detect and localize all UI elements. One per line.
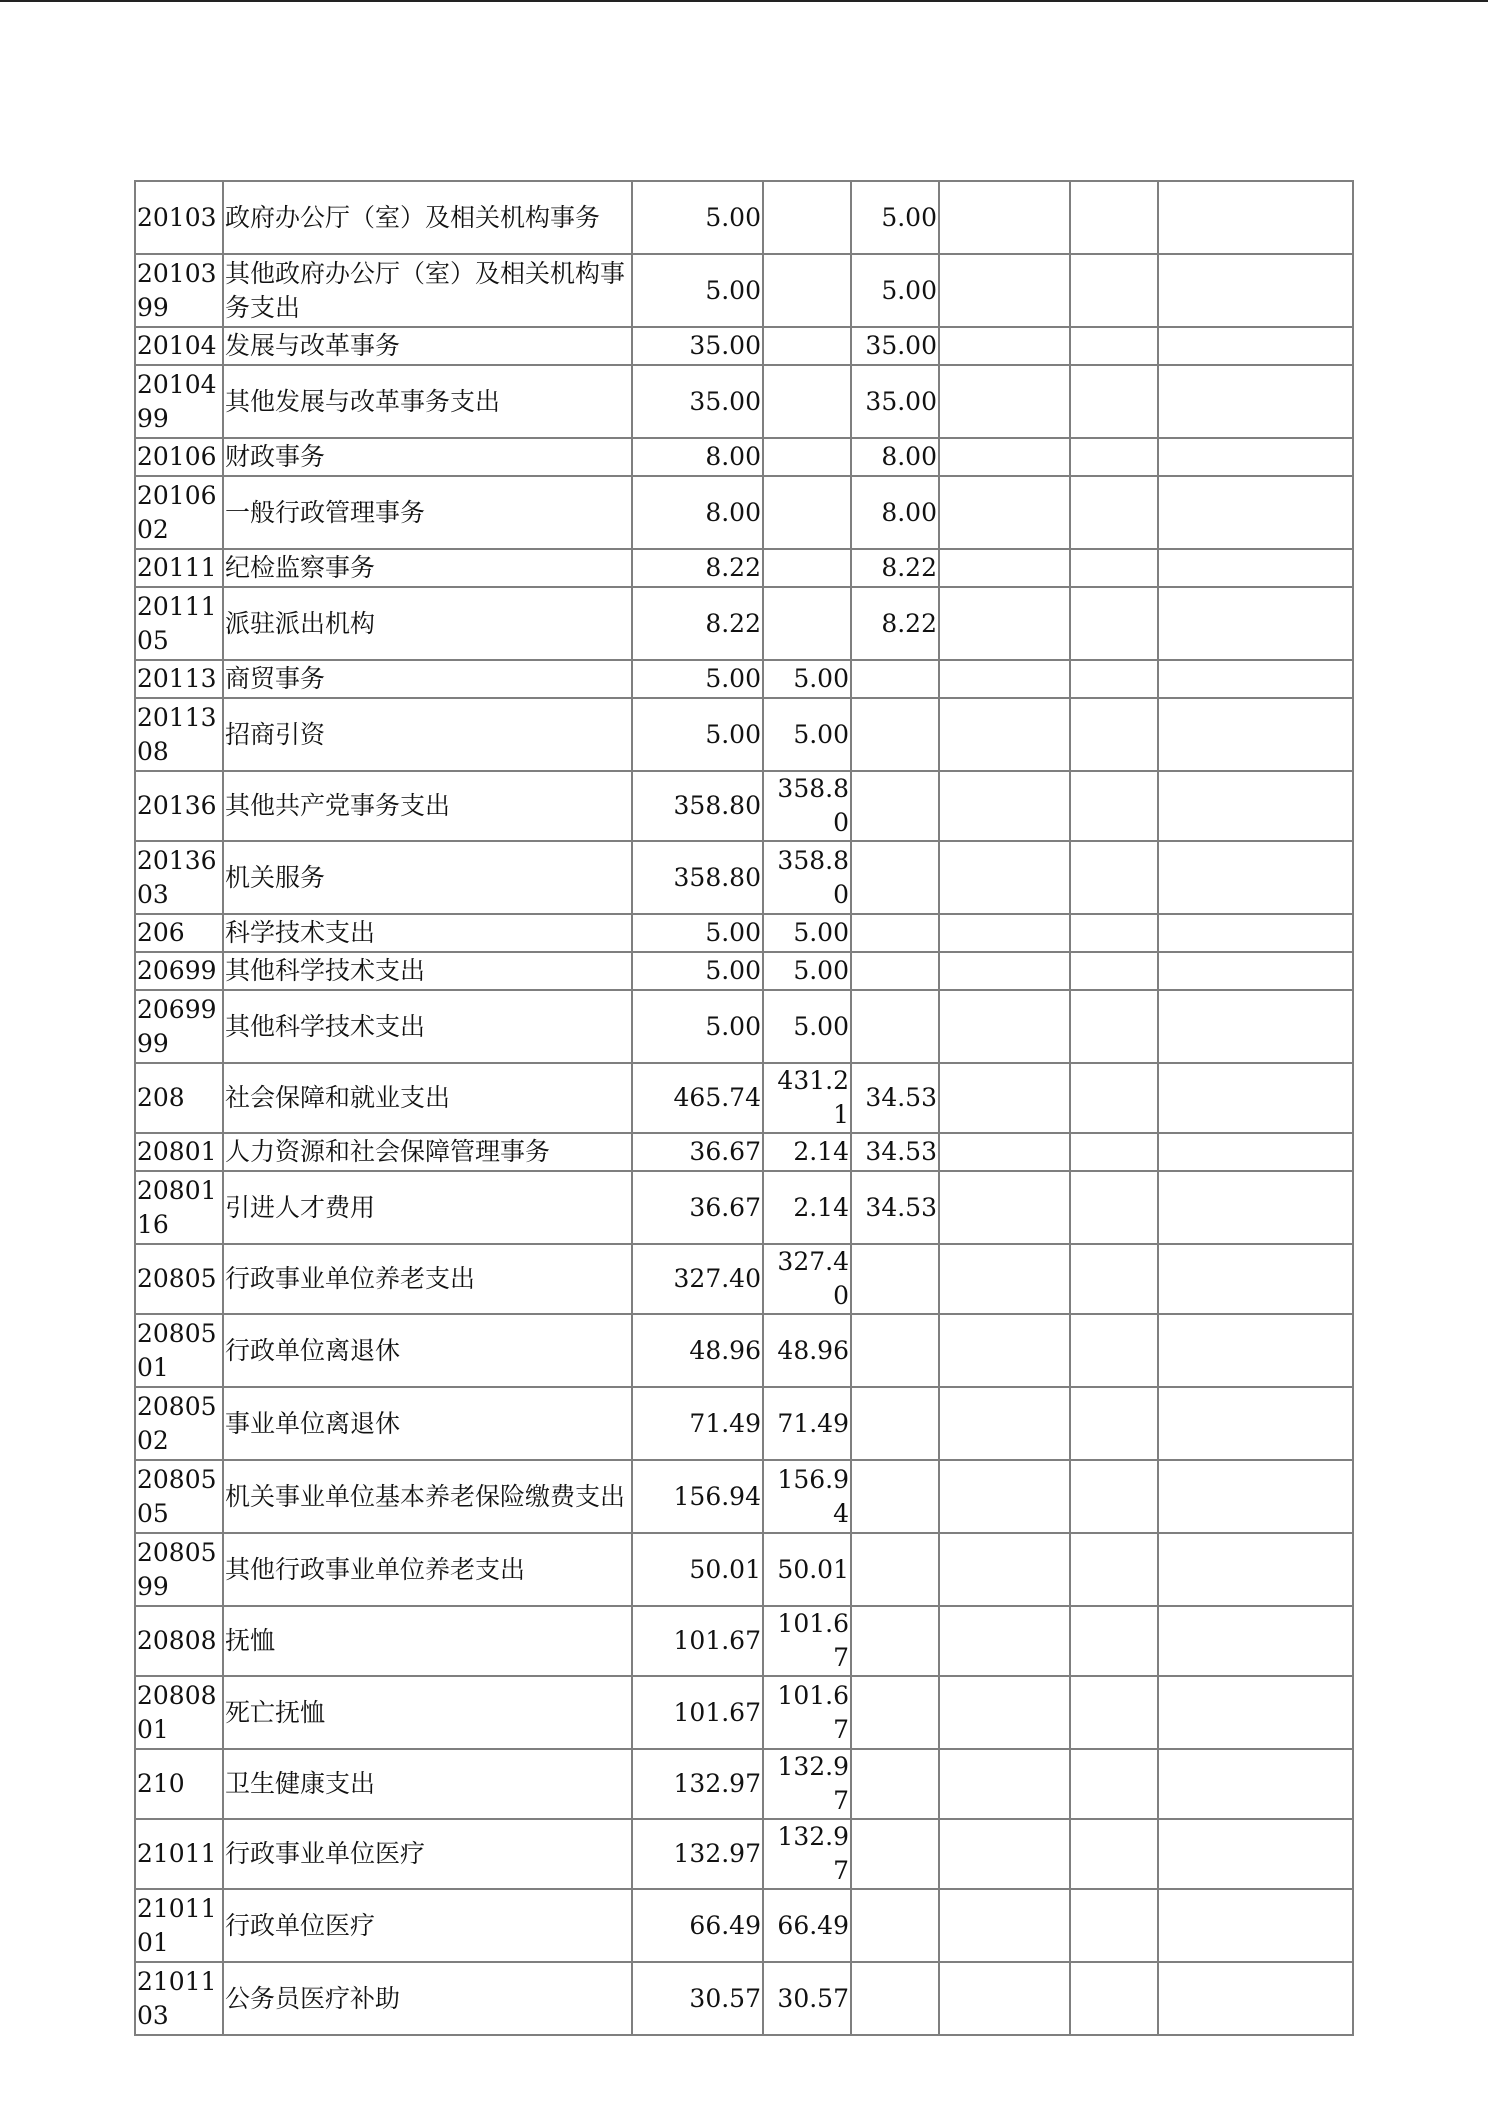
cell-col-6 — [939, 327, 1070, 365]
cell-item-name: 其他发展与改革事务支出 — [223, 365, 632, 438]
table-row — [135, 1889, 1353, 1962]
cell-basic-expenditure: 358.80 — [763, 771, 851, 841]
cell-col-6 — [939, 587, 1070, 660]
cell-col-6 — [939, 914, 1070, 952]
cell-item-name: 公务员医疗补助 — [223, 1962, 632, 2035]
table-row — [135, 1063, 1353, 1133]
cell-basic-expenditure: 66.49 — [763, 1889, 851, 1962]
cell-col-7 — [1070, 549, 1158, 587]
table-row — [135, 365, 1353, 438]
cell-item-name: 引进人才费用 — [223, 1171, 632, 1244]
cell-item-name: 纪检监察事务 — [223, 549, 632, 587]
cell-code: 2011308 — [135, 698, 223, 771]
cell-item-name: 其他科学技术支出 — [223, 990, 632, 1063]
cell-col-6 — [939, 1606, 1070, 1676]
cell-col-7 — [1070, 1533, 1158, 1606]
cell-project-expenditure — [851, 1749, 939, 1819]
cell-col-6 — [939, 990, 1070, 1063]
cell-project-expenditure — [851, 1962, 939, 2035]
cell-col-8 — [1158, 1387, 1353, 1460]
cell-project-expenditure — [851, 952, 939, 990]
cell-code: 2011105 — [135, 587, 223, 660]
cell-col-6 — [939, 1387, 1070, 1460]
cell-item-name: 死亡抚恤 — [223, 1676, 632, 1749]
cell-basic-expenditure — [763, 327, 851, 365]
cell-col-8 — [1158, 1063, 1353, 1133]
cell-item-name: 卫生健康支出 — [223, 1749, 632, 1819]
cell-total: 48.96 — [632, 1314, 763, 1387]
cell-basic-expenditure: 5.00 — [763, 660, 851, 698]
cell-project-expenditure — [851, 1460, 939, 1533]
cell-col-7 — [1070, 698, 1158, 771]
cell-code: 20805 — [135, 1244, 223, 1314]
cell-code: 2101101 — [135, 1889, 223, 1962]
cell-col-6 — [939, 771, 1070, 841]
cell-col-8 — [1158, 1460, 1353, 1533]
cell-col-6 — [939, 438, 1070, 476]
cell-total: 327.40 — [632, 1244, 763, 1314]
cell-project-expenditure: 5.00 — [851, 181, 939, 254]
cell-item-name: 事业单位离退休 — [223, 1387, 632, 1460]
cell-col-6 — [939, 1962, 1070, 2035]
cell-project-expenditure — [851, 1889, 939, 1962]
cell-col-8 — [1158, 914, 1353, 952]
cell-col-7 — [1070, 1889, 1158, 1962]
table-row — [135, 1749, 1353, 1819]
cell-col-7 — [1070, 1676, 1158, 1749]
cell-col-7 — [1070, 254, 1158, 327]
cell-code: 210 — [135, 1749, 223, 1819]
cell-col-6 — [939, 1460, 1070, 1533]
table-row — [135, 1606, 1353, 1676]
cell-total: 5.00 — [632, 660, 763, 698]
table-row — [135, 771, 1353, 841]
table-row — [135, 1314, 1353, 1387]
cell-col-8 — [1158, 952, 1353, 990]
cell-total: 5.00 — [632, 990, 763, 1063]
cell-col-7 — [1070, 771, 1158, 841]
cell-col-8 — [1158, 181, 1353, 254]
cell-basic-expenditure: 5.00 — [763, 698, 851, 771]
cell-project-expenditure: 8.22 — [851, 549, 939, 587]
cell-basic-expenditure — [763, 549, 851, 587]
cell-col-8 — [1158, 1889, 1353, 1962]
cell-item-name: 社会保障和就业支出 — [223, 1063, 632, 1133]
cell-col-6 — [939, 1533, 1070, 1606]
cell-code: 20113 — [135, 660, 223, 698]
cell-total: 30.57 — [632, 1962, 763, 2035]
cell-col-8 — [1158, 841, 1353, 914]
cell-basic-expenditure: 431.21 — [763, 1063, 851, 1133]
cell-item-name: 其他共产党事务支出 — [223, 771, 632, 841]
cell-col-7 — [1070, 841, 1158, 914]
page-top-border — [0, 0, 1488, 2]
cell-col-7 — [1070, 1460, 1158, 1533]
cell-basic-expenditure: 358.80 — [763, 841, 851, 914]
cell-code: 2010499 — [135, 365, 223, 438]
cell-total: 358.80 — [632, 841, 763, 914]
table-row — [135, 1244, 1353, 1314]
cell-col-8 — [1158, 1171, 1353, 1244]
cell-col-8 — [1158, 771, 1353, 841]
cell-project-expenditure — [851, 1819, 939, 1889]
table-row — [135, 1387, 1353, 1460]
cell-col-7 — [1070, 476, 1158, 549]
cell-item-name: 商贸事务 — [223, 660, 632, 698]
cell-col-7 — [1070, 660, 1158, 698]
cell-total: 8.00 — [632, 476, 763, 549]
cell-item-name: 行政单位离退休 — [223, 1314, 632, 1387]
cell-total: 8.00 — [632, 438, 763, 476]
cell-col-6 — [939, 549, 1070, 587]
cell-col-8 — [1158, 1676, 1353, 1749]
cell-code: 20136 — [135, 771, 223, 841]
cell-col-7 — [1070, 1819, 1158, 1889]
cell-total: 36.67 — [632, 1133, 763, 1171]
cell-project-expenditure: 35.00 — [851, 327, 939, 365]
table-row — [135, 1460, 1353, 1533]
cell-col-8 — [1158, 365, 1353, 438]
cell-basic-expenditure — [763, 438, 851, 476]
table-row — [135, 841, 1353, 914]
cell-basic-expenditure: 30.57 — [763, 1962, 851, 2035]
table-row — [135, 952, 1353, 990]
cell-col-7 — [1070, 1171, 1158, 1244]
cell-code: 20699 — [135, 952, 223, 990]
cell-code: 2080502 — [135, 1387, 223, 1460]
cell-col-6 — [939, 841, 1070, 914]
table-row — [135, 1819, 1353, 1889]
cell-basic-expenditure: 2.14 — [763, 1133, 851, 1171]
cell-item-name: 政府办公厅（室）及相关机构事务 — [223, 181, 632, 254]
cell-basic-expenditure: 2.14 — [763, 1171, 851, 1244]
cell-project-expenditure: 34.53 — [851, 1063, 939, 1133]
cell-col-7 — [1070, 952, 1158, 990]
cell-col-8 — [1158, 1749, 1353, 1819]
cell-col-6 — [939, 1819, 1070, 1889]
cell-col-8 — [1158, 1244, 1353, 1314]
cell-item-name: 其他科学技术支出 — [223, 952, 632, 990]
cell-project-expenditure — [851, 1314, 939, 1387]
cell-code: 20808 — [135, 1606, 223, 1676]
cell-code: 2080116 — [135, 1171, 223, 1244]
table-row — [135, 1676, 1353, 1749]
cell-col-7 — [1070, 914, 1158, 952]
cell-col-8 — [1158, 1314, 1353, 1387]
expenditure-table — [134, 180, 1354, 2036]
cell-col-6 — [939, 181, 1070, 254]
table-row — [135, 549, 1353, 587]
cell-code: 2010399 — [135, 254, 223, 327]
cell-project-expenditure: 8.00 — [851, 438, 939, 476]
cell-project-expenditure — [851, 698, 939, 771]
cell-item-name: 行政事业单位养老支出 — [223, 1244, 632, 1314]
cell-code: 2010602 — [135, 476, 223, 549]
cell-total: 5.00 — [632, 181, 763, 254]
cell-total: 465.74 — [632, 1063, 763, 1133]
cell-item-name: 机关服务 — [223, 841, 632, 914]
cell-basic-expenditure — [763, 365, 851, 438]
cell-col-7 — [1070, 1962, 1158, 2035]
cell-col-6 — [939, 952, 1070, 990]
cell-col-6 — [939, 698, 1070, 771]
cell-total: 71.49 — [632, 1387, 763, 1460]
cell-col-7 — [1070, 990, 1158, 1063]
cell-col-7 — [1070, 1133, 1158, 1171]
cell-total: 156.94 — [632, 1460, 763, 1533]
cell-item-name: 人力资源和社会保障管理事务 — [223, 1133, 632, 1171]
cell-project-expenditure — [851, 660, 939, 698]
table-row — [135, 1171, 1353, 1244]
cell-total: 5.00 — [632, 914, 763, 952]
cell-basic-expenditure: 132.97 — [763, 1819, 851, 1889]
cell-basic-expenditure: 5.00 — [763, 952, 851, 990]
cell-col-6 — [939, 1133, 1070, 1171]
cell-basic-expenditure: 101.67 — [763, 1606, 851, 1676]
table-row — [135, 914, 1353, 952]
cell-col-6 — [939, 1889, 1070, 1962]
cell-basic-expenditure — [763, 587, 851, 660]
cell-col-8 — [1158, 1133, 1353, 1171]
cell-col-7 — [1070, 1387, 1158, 1460]
table-row — [135, 698, 1353, 771]
cell-basic-expenditure: 327.40 — [763, 1244, 851, 1314]
cell-code: 2080501 — [135, 1314, 223, 1387]
cell-total: 132.97 — [632, 1749, 763, 1819]
cell-project-expenditure — [851, 990, 939, 1063]
table-row — [135, 254, 1353, 327]
cell-project-expenditure — [851, 1244, 939, 1314]
cell-code: 208 — [135, 1063, 223, 1133]
cell-total: 101.67 — [632, 1606, 763, 1676]
cell-project-expenditure: 34.53 — [851, 1171, 939, 1244]
cell-col-7 — [1070, 1244, 1158, 1314]
cell-total: 35.00 — [632, 365, 763, 438]
cell-item-name: 其他行政事业单位养老支出 — [223, 1533, 632, 1606]
cell-code: 20104 — [135, 327, 223, 365]
cell-basic-expenditure: 132.97 — [763, 1749, 851, 1819]
table-row — [135, 660, 1353, 698]
cell-item-name: 发展与改革事务 — [223, 327, 632, 365]
cell-code: 20111 — [135, 549, 223, 587]
cell-code: 2080505 — [135, 1460, 223, 1533]
cell-col-8 — [1158, 698, 1353, 771]
cell-basic-expenditure — [763, 254, 851, 327]
cell-code: 206 — [135, 914, 223, 952]
cell-col-7 — [1070, 1606, 1158, 1676]
cell-total: 35.00 — [632, 327, 763, 365]
cell-total: 8.22 — [632, 587, 763, 660]
cell-col-6 — [939, 660, 1070, 698]
cell-item-name: 机关事业单位基本养老保险缴费支出 — [223, 1460, 632, 1533]
cell-col-7 — [1070, 438, 1158, 476]
cell-code: 21011 — [135, 1819, 223, 1889]
cell-col-8 — [1158, 549, 1353, 587]
cell-project-expenditure — [851, 1387, 939, 1460]
cell-col-6 — [939, 1063, 1070, 1133]
cell-col-7 — [1070, 1749, 1158, 1819]
cell-item-name: 其他政府办公厅（室）及相关机构事务支出 — [223, 254, 632, 327]
table-row — [135, 587, 1353, 660]
cell-project-expenditure: 34.53 — [851, 1133, 939, 1171]
cell-code: 2013603 — [135, 841, 223, 914]
cell-total: 5.00 — [632, 698, 763, 771]
cell-col-8 — [1158, 587, 1353, 660]
cell-item-name: 行政单位医疗 — [223, 1889, 632, 1962]
cell-code: 2069999 — [135, 990, 223, 1063]
cell-item-name: 行政事业单位医疗 — [223, 1819, 632, 1889]
table-row — [135, 1133, 1353, 1171]
cell-col-6 — [939, 1314, 1070, 1387]
cell-project-expenditure — [851, 1533, 939, 1606]
cell-col-6 — [939, 365, 1070, 438]
cell-total: 66.49 — [632, 1889, 763, 1962]
cell-basic-expenditure: 50.01 — [763, 1533, 851, 1606]
cell-total: 8.22 — [632, 549, 763, 587]
cell-basic-expenditure: 48.96 — [763, 1314, 851, 1387]
cell-total: 36.67 — [632, 1171, 763, 1244]
cell-item-name: 一般行政管理事务 — [223, 476, 632, 549]
cell-basic-expenditure: 5.00 — [763, 990, 851, 1063]
cell-basic-expenditure — [763, 181, 851, 254]
cell-col-8 — [1158, 1533, 1353, 1606]
table-row — [135, 181, 1353, 254]
cell-item-name: 科学技术支出 — [223, 914, 632, 952]
cell-code: 2080801 — [135, 1676, 223, 1749]
cell-code: 2101103 — [135, 1962, 223, 2035]
cell-project-expenditure — [851, 914, 939, 952]
cell-basic-expenditure: 156.94 — [763, 1460, 851, 1533]
cell-project-expenditure — [851, 1676, 939, 1749]
cell-project-expenditure: 35.00 — [851, 365, 939, 438]
cell-basic-expenditure: 5.00 — [763, 914, 851, 952]
cell-total: 5.00 — [632, 952, 763, 990]
cell-col-8 — [1158, 660, 1353, 698]
cell-col-8 — [1158, 254, 1353, 327]
cell-item-name: 财政事务 — [223, 438, 632, 476]
table-body — [135, 181, 1353, 2035]
cell-col-6 — [939, 1676, 1070, 1749]
cell-col-6 — [939, 1171, 1070, 1244]
cell-col-8 — [1158, 990, 1353, 1063]
cell-col-8 — [1158, 1819, 1353, 1889]
cell-total: 5.00 — [632, 254, 763, 327]
cell-col-6 — [939, 1749, 1070, 1819]
table-row — [135, 327, 1353, 365]
cell-total: 358.80 — [632, 771, 763, 841]
cell-project-expenditure: 8.22 — [851, 587, 939, 660]
cell-col-8 — [1158, 476, 1353, 549]
cell-col-7 — [1070, 327, 1158, 365]
cell-code: 20801 — [135, 1133, 223, 1171]
cell-item-name: 抚恤 — [223, 1606, 632, 1676]
cell-col-8 — [1158, 327, 1353, 365]
cell-total: 101.67 — [632, 1676, 763, 1749]
table-row — [135, 476, 1353, 549]
cell-col-8 — [1158, 438, 1353, 476]
table-row — [135, 1962, 1353, 2035]
cell-basic-expenditure: 101.67 — [763, 1676, 851, 1749]
cell-project-expenditure — [851, 1606, 939, 1676]
cell-total: 50.01 — [632, 1533, 763, 1606]
cell-item-name: 招商引资 — [223, 698, 632, 771]
cell-col-8 — [1158, 1606, 1353, 1676]
table-row — [135, 438, 1353, 476]
cell-project-expenditure: 5.00 — [851, 254, 939, 327]
cell-code: 20103 — [135, 181, 223, 254]
cell-project-expenditure — [851, 841, 939, 914]
cell-col-6 — [939, 254, 1070, 327]
cell-col-7 — [1070, 365, 1158, 438]
cell-project-expenditure — [851, 771, 939, 841]
cell-code: 20106 — [135, 438, 223, 476]
table-row — [135, 1533, 1353, 1606]
cell-total: 132.97 — [632, 1819, 763, 1889]
cell-item-name: 派驻派出机构 — [223, 587, 632, 660]
cell-basic-expenditure: 71.49 — [763, 1387, 851, 1460]
cell-project-expenditure: 8.00 — [851, 476, 939, 549]
cell-col-6 — [939, 476, 1070, 549]
table-row — [135, 990, 1353, 1063]
cell-col-8 — [1158, 1962, 1353, 2035]
cell-col-7 — [1070, 587, 1158, 660]
cell-code: 2080599 — [135, 1533, 223, 1606]
cell-col-7 — [1070, 181, 1158, 254]
cell-col-6 — [939, 1244, 1070, 1314]
cell-col-7 — [1070, 1063, 1158, 1133]
cell-col-7 — [1070, 1314, 1158, 1387]
cell-basic-expenditure — [763, 476, 851, 549]
